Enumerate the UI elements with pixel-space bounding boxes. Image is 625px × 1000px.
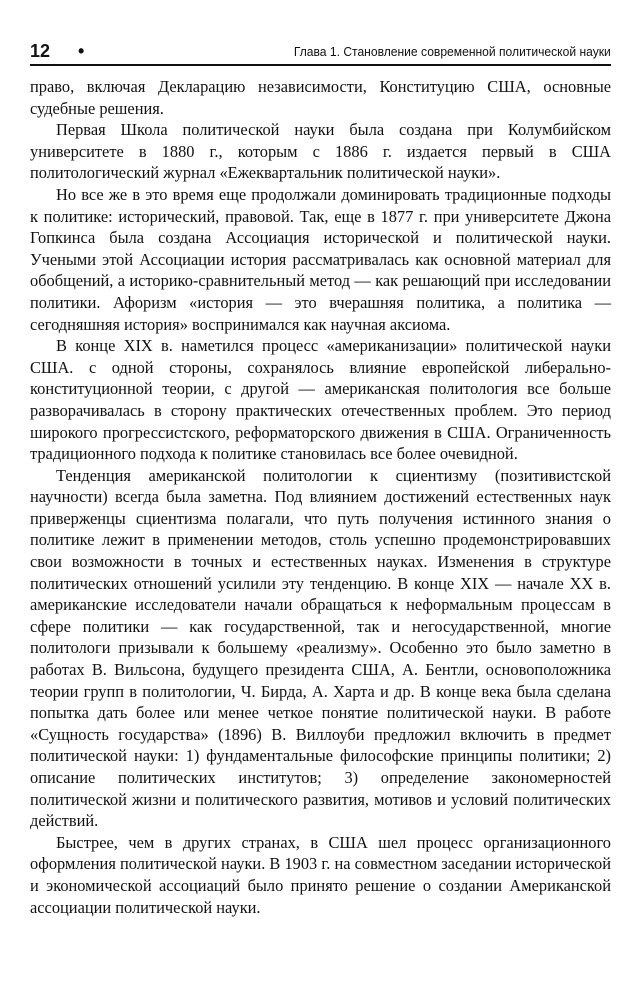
chapter-title: Глава 1. Становление современной политической науки: [294, 44, 611, 59]
paragraph: В конце XIX в. наметился процесс «американизации» политической науки США. с одной стороны, сохранялось влияние европейской либерально-конституционной теории, с другой — американская политология все больше разворачивалась в сторону практических отечественных проблем. Это период широкого прогрессистского, реформаторского движения в США. Ограниченность традиционного подхода к политике становилась все более очевидной.: [30, 336, 611, 464]
paragraph: Но все же в это время еще продолжали доминировать традиционные подходы к политике: исторический, правовой. Так, еще в 1877 г. при университете Джона Гопкинса была создана Ассоциация исторической и политической науки. Учеными этой Ассоциации история рассматривалась как основной материал для обобщений, а историко-сравнительный метод — как решающий при исследовании политики. Афоризм «история — это вчерашняя политика, а политика — сегодняшняя история» воспринимался как научная аксиома.: [30, 184, 611, 334]
running-header: [30, 40, 611, 66]
paragraph: Первая Школа политической науки была создана при Колумбийском университете в 1880 г., которым с 1886 г. издается первый в США политологический журнал «Ежеквартальник политической науки».: [30, 120, 611, 183]
page-number: 12: [30, 41, 51, 61]
header-bullet: •: [78, 41, 85, 61]
paragraph: Быстрее, чем в других странах, в США шел процесс организационного оформления политической науки. В 1903 г. на совместном заседании исторической и экономической ассоциаций было принято решение о создании Американской ассоциации политической науки.: [30, 832, 611, 917]
body-text: [30, 76, 611, 918]
paragraph-continuation: право, включая Декларацию независимости, Конституцию США, основные судебные решения.: [30, 77, 611, 118]
paragraph: Тенденция американской политологии к сциентизму (позитивистской научности) всегда была заметна. Под влиянием достижений естественных наук приверженцы сциентизма полагали, что путь получения истинного знания о политике лежит в применении методов, столь успешно продемонстрировавших свои возможности в точных и естественных науках. Изменения в структуре политических отношений усилили эту тенденцию. В конце XIX — начале XX в. американские исследователи начали обращаться к неформальным процессам в сфере политики — как государственной, так и негосударственной, многие политологи призывали к большему «реализму». Особенно это было заметно в работах В. Вильсона, будущего президента США, А. Бентли, основоположника теории групп в политологии, Ч. Бирда, А. Харта и др. В конце века была сделана попытка дать более или менее четкое понятие политической науки. В работе «Сущность государства» (1896) В. Виллоуби предложил включить в предмет политической науки: 1) фундаментальные философские принципы политики; 2) описание политических институтов; 3) определение закономерностей политической жизни и политического развития, мотивов и условий политических действий.: [30, 465, 611, 831]
